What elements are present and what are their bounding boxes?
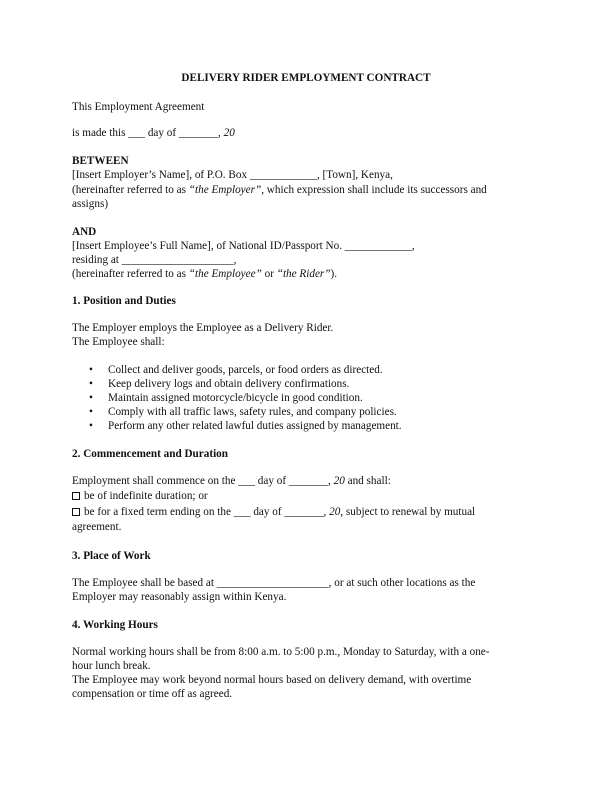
employer-definition-pre: (hereinafter referred to as bbox=[72, 184, 189, 196]
rider-term: “the Rider” bbox=[276, 268, 331, 280]
bullet-icon: • bbox=[89, 378, 93, 390]
employee-definition-pre: (hereinafter referred to as bbox=[72, 268, 189, 280]
section4-heading: 4. Working Hours bbox=[72, 619, 158, 631]
duty-text: Keep delivery logs and obtain delivery confirmations. bbox=[108, 378, 350, 390]
between-heading: BETWEEN bbox=[72, 155, 129, 167]
duty-text: Perform any other related lawful duties assigned by management. bbox=[108, 420, 402, 432]
employee-residence: residing at ____________________, bbox=[72, 254, 237, 266]
option-fixed-year: , 20 bbox=[323, 506, 341, 518]
option-fixed-label: be for a fixed term ending on the ___ day of _______ bbox=[84, 506, 324, 518]
employee-term: “the Employee” bbox=[188, 268, 262, 280]
section2-heading: 2. Commencement and Duration bbox=[72, 448, 228, 460]
bullet-icon: • bbox=[89, 406, 93, 418]
employee-definition-post: ). bbox=[330, 268, 338, 280]
option-fixed-cont: agreement. bbox=[72, 521, 122, 533]
duty-text: Maintain assigned motorcycle/bicycle in good condition. bbox=[108, 392, 363, 404]
and-heading: AND bbox=[72, 226, 97, 238]
checkbox-icon[interactable] bbox=[72, 492, 80, 500]
section1-line1: The Employer employs the Employee as a Delivery Rider. bbox=[72, 322, 334, 334]
commencement-line bbox=[72, 474, 391, 488]
section1-heading: 1. Position and Duties bbox=[72, 295, 176, 307]
option-fixed-term[interactable] bbox=[72, 505, 475, 519]
employer-definition-cont: assigns) bbox=[72, 198, 109, 210]
section4-line2: hour lunch break. bbox=[72, 660, 151, 672]
employer-line: [Insert Employer’s Name], of P.O. Box ____________, [Town], Kenya, bbox=[72, 169, 393, 181]
section3-line2: Employer may reasonably assign within Kenya. bbox=[72, 591, 287, 603]
employee-definition bbox=[72, 267, 337, 281]
employee-definition-mid: or bbox=[261, 268, 277, 280]
option-fixed-post: , subject to renewal by mutual bbox=[340, 506, 476, 518]
intro-date-text: is made this ___ day of _______ bbox=[72, 127, 219, 139]
intro-year: , 20 bbox=[218, 127, 235, 139]
section4-line3: The Employee may work beyond normal hours based on delivery demand, with overtime bbox=[72, 674, 472, 686]
section1-line2: The Employee shall: bbox=[72, 336, 165, 348]
employer-definition-post: , which expression shall include its successors and bbox=[261, 184, 487, 196]
section4-line4: compensation or time off as agreed. bbox=[72, 688, 233, 700]
bullet-icon: • bbox=[89, 364, 93, 376]
commencement-post: and shall: bbox=[344, 475, 391, 487]
duty-text: Comply with all traffic laws, safety rules, and company policies. bbox=[108, 406, 397, 418]
commencement-text: Employment shall commence on the ___ day of _______ bbox=[72, 475, 329, 487]
employee-line: [Insert Employee’s Full Name], of National ID/Passport No. ____________, bbox=[72, 240, 415, 252]
option-indefinite-label: be of indefinite duration; or bbox=[84, 490, 208, 502]
commencement-year: , 20 bbox=[328, 475, 345, 487]
intro-line: This Employment Agreement bbox=[72, 101, 205, 113]
section3-heading: 3. Place of Work bbox=[72, 550, 151, 562]
section4-line1: Normal working hours shall be from 8:00 a.m. to 5:00 p.m., Monday to Saturday, with a one- bbox=[72, 646, 490, 658]
employer-definition bbox=[72, 183, 487, 197]
checkbox-icon[interactable] bbox=[72, 508, 80, 516]
document-title: DELIVERY RIDER EMPLOYMENT CONTRACT bbox=[181, 72, 431, 84]
section3-line1: The Employee shall be based at ____________________, or at such other locations as the bbox=[72, 577, 476, 589]
option-indefinite[interactable] bbox=[72, 489, 208, 503]
employer-term: “the Employer” bbox=[188, 184, 262, 196]
bullet-icon: • bbox=[89, 392, 93, 404]
bullet-icon: • bbox=[89, 420, 93, 432]
duty-text: Collect and deliver goods, parcels, or food orders as directed. bbox=[108, 364, 383, 376]
intro-date-line bbox=[72, 126, 235, 140]
